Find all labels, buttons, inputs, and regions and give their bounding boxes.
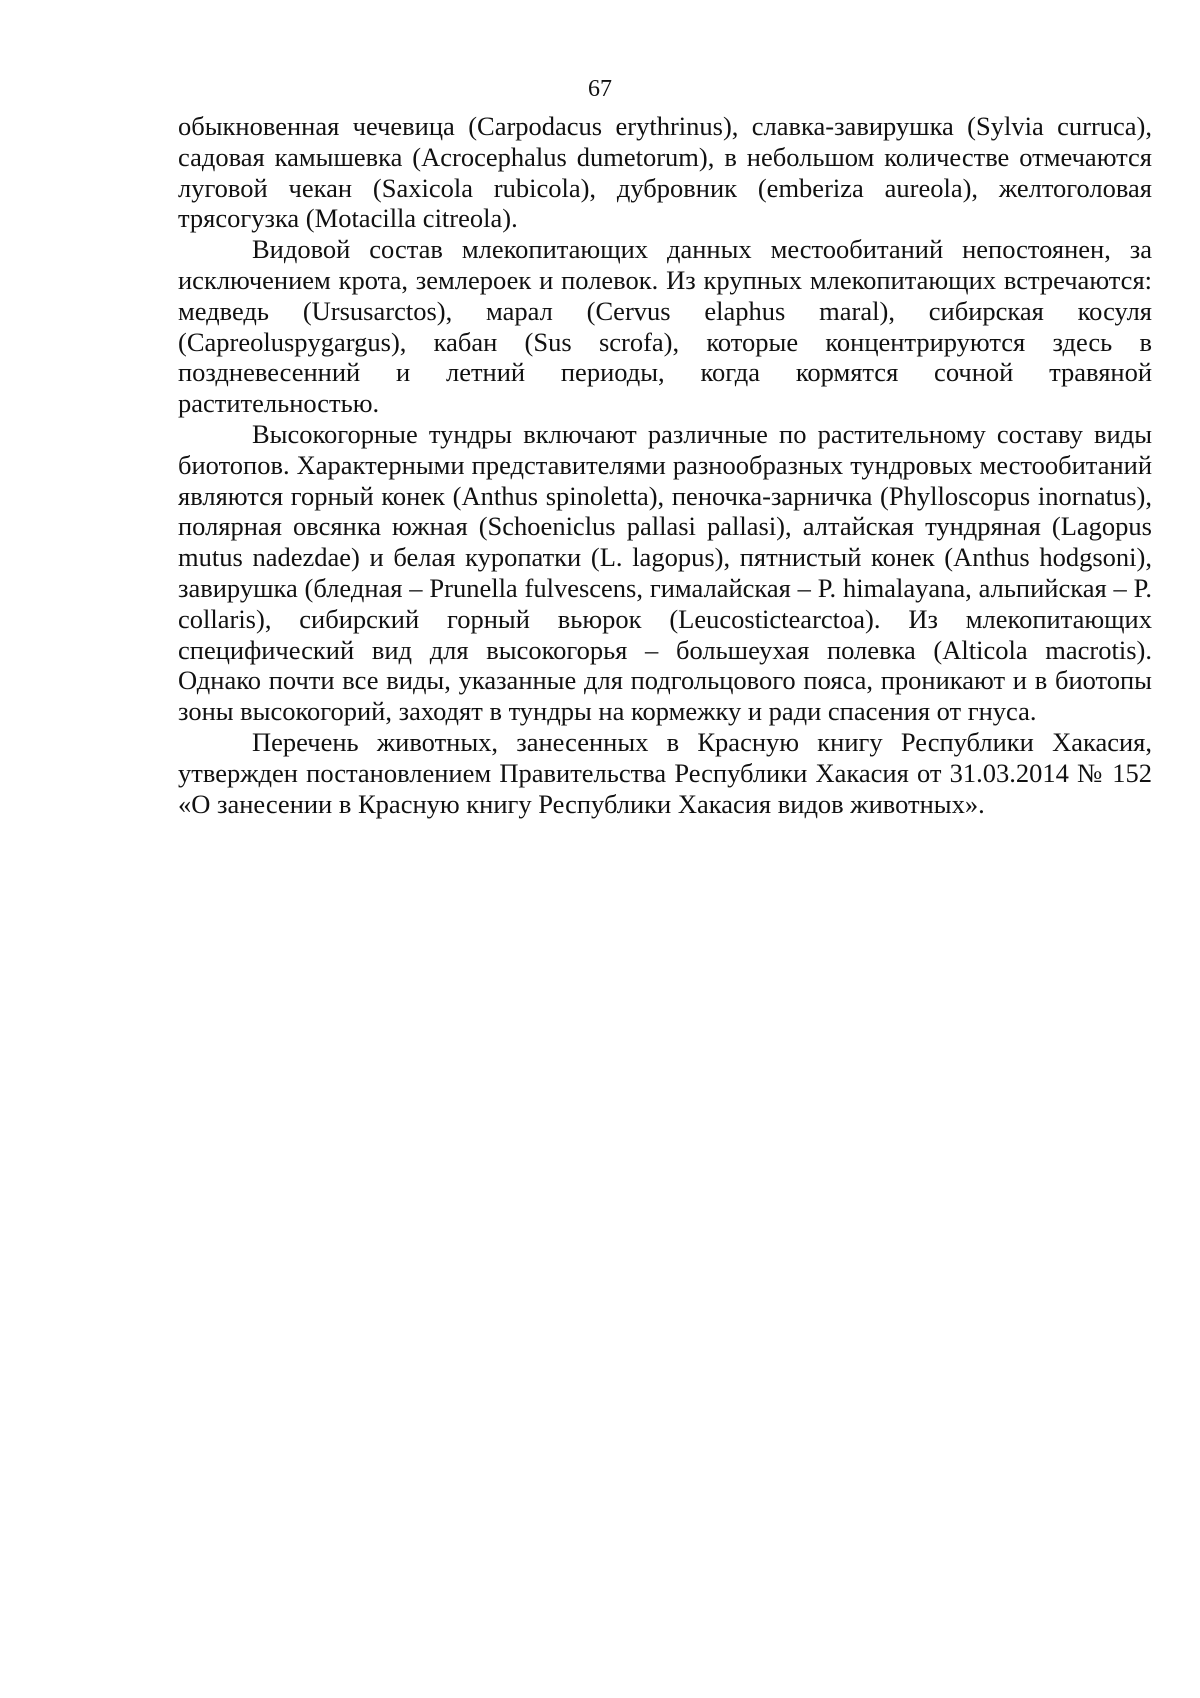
paragraph-mammals: Видовой состав млекопитающих данных местообитаний непостоянен, за исключением крота, землероек и полевок. Из крупных млекопитающих встречаются: медведь (Ursusarctos), марал (Cervus elaphus maral), сибирская косуля (Capreoluspygargus), кабан (Sus scrofa), которые концентрируются здесь в поздневесенний и летний периоды, когда кормятся сочной травяной растительностью. <box>178 234 1152 419</box>
paragraph-highland-tundra: Высокогорные тундры включают различные по растительному составу виды биотопов. Характерными представителями разнообразных тундровых местообитаний являются горный конек (Anthus spinoletta), пеночка-зарничка (Phylloscopus inornatus), полярная овсянка южная (Schoeniclus pallasi pallasi), алтайская тундряная (Lagopus mutus nadezdae) и белая куропатки (L. lagopus), пятнистый конек (Anthus hodgsoni), завирушка (бледная – Prunella fulvescens, гималайская – P. himalayana, альпийская – P. collaris), сибирский горный вьюрок (Leucostictearctoa). Из млекопитающих специфический вид для высокогорья – большеухая полевка (Alticola macrotis). Однако почти все виды, указанные для подгольцового пояса, проникают и в биотопы зоны высокогорий, заходят в тундры на кормежку и ради спасения от гнуса. <box>178 418 1152 727</box>
document-body <box>178 111 1152 819</box>
paragraph-red-book: Перечень животных, занесенных в Красную книгу Республики Хакасия, утвержден постановлением Правительства Республики Хакасия от 31.03.2014 № 152 «О занесении в Красную книгу Республики Хакасия видов животных». <box>178 726 1152 819</box>
paragraph-continuation-birds: обыкновенная чечевица (Carpodacus erythrinus), славка-завирушка (Sylvia curruca), садовая камышевка (Acrocephalus dumetorum), в небольшом количестве отмечаются луговой чекан (Saxicola rubicola), дубровник (emberiza aureola), желтоголовая трясогузка (Motacilla citreola). <box>178 111 1152 234</box>
page-number: 67 <box>588 76 612 102</box>
